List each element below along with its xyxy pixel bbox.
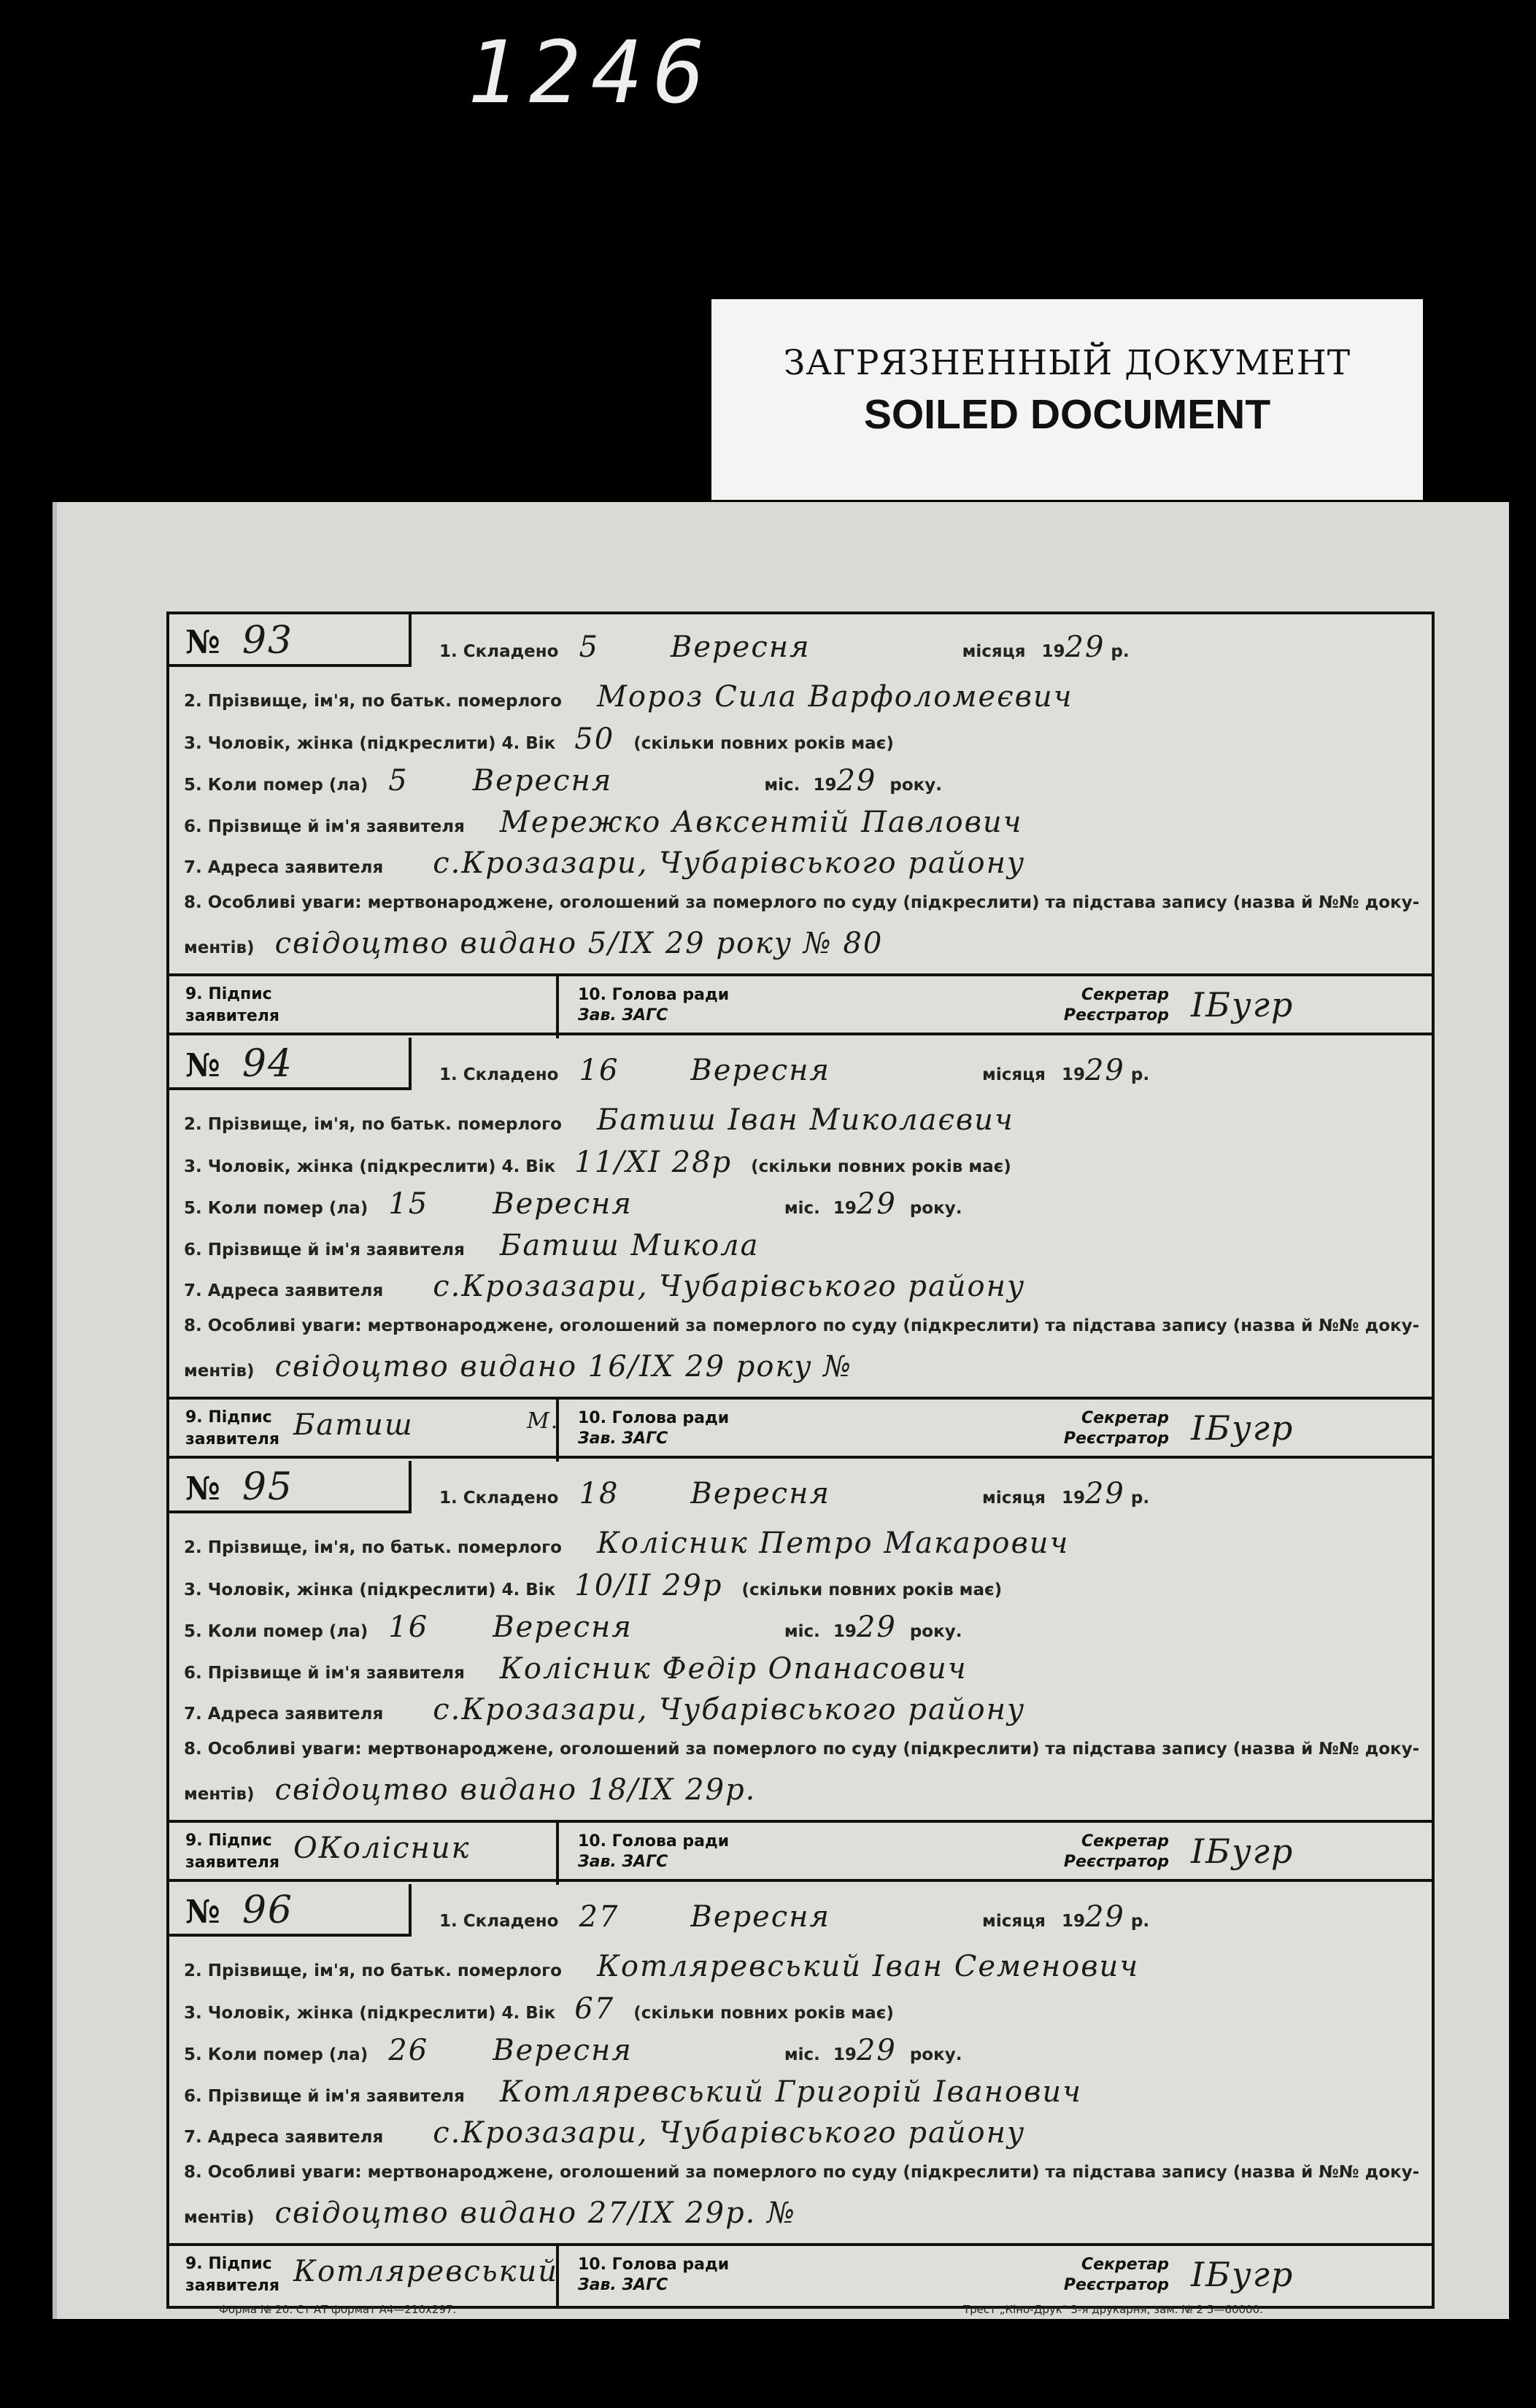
applicant-signature-label: 9. Підпис заявителя: [185, 2255, 280, 2295]
deceased-age: 10/ІІ 29р: [574, 1569, 723, 1602]
death-year: 29: [836, 764, 877, 798]
row-deceased-name: [184, 1527, 1069, 1560]
label-roku: року.: [889, 776, 942, 795]
label-compiled: 1. Складено: [439, 1065, 559, 1084]
label-roku: року.: [909, 1199, 962, 1218]
secretary-signature: ІБугр: [1191, 985, 1294, 1024]
label-mis: міс.: [784, 1199, 820, 1218]
applicant-name: Котляревський Григорій Іванович: [499, 2075, 1083, 2109]
compiled-month: Вересня: [670, 630, 811, 664]
death-month: Вересня: [472, 764, 613, 798]
record-number-box: [169, 1884, 412, 1937]
label-documents: ментів): [184, 938, 255, 957]
label-full-years: (скільки повних років має): [741, 1581, 1003, 1599]
label-month: місяця: [962, 642, 1026, 661]
label-deceased-name: 2. Прізвище, ім'я, по батьк. померлого: [184, 1538, 562, 1557]
signature-divider: [556, 976, 559, 1038]
compiled-year: 29: [1084, 1477, 1125, 1510]
folio-number: 1246: [467, 22, 716, 123]
deceased-name: Котляревський Іван Семенович: [596, 1950, 1140, 1983]
number-sign: №: [185, 1470, 220, 1508]
applicant-address: с.Крозазари, Чубарівського району: [433, 1270, 1026, 1303]
row-notes: [184, 927, 883, 960]
year-prefix: 19: [1061, 1912, 1085, 1931]
head-registrar-label: 10. Голова ради Зав. ЗАГС: [578, 986, 730, 1024]
row-notes-label: [184, 893, 1419, 912]
row-sex-age: [184, 1992, 894, 2026]
applicant-name: Мережко Авксентій Павлович: [499, 806, 1023, 839]
death-day: 26: [388, 2034, 429, 2067]
label-month: місяця: [982, 1912, 1046, 1931]
row-notes: [184, 1350, 852, 1384]
year-prefix: 19: [813, 776, 837, 795]
compiled-year: 29: [1084, 1900, 1125, 1934]
row-address: [184, 2116, 1025, 2150]
label-sex-age: 3. Чоловік, жінка (підкреслити) 4. Вік: [184, 2004, 556, 2023]
applicant-signature-label: 9. Підпис заявителя: [185, 1408, 280, 1448]
applicant-address: с.Крозазари, Чубарівського району: [433, 2116, 1026, 2150]
label-r: р.: [1130, 1489, 1150, 1508]
death-day: 16: [388, 1610, 429, 1644]
compiled-month: Вересня: [690, 1054, 830, 1087]
row-death-date: [184, 1610, 962, 1644]
death-month: Вересня: [493, 2034, 633, 2067]
number-sign: №: [185, 1047, 220, 1084]
head-registrar-label: 10. Голова ради Зав. ЗАГС: [578, 2255, 730, 2294]
record-number-box: [169, 1461, 412, 1513]
label-compiled: 1. Складено: [439, 1489, 559, 1508]
secretary-signature: ІБугр: [1191, 1832, 1294, 1871]
label-deceased-name: 2. Прізвище, ім'я, по батьк. померлого: [184, 692, 562, 711]
label-deceased-name: 2. Прізвище, ім'я, по батьк. померлого: [184, 1115, 562, 1134]
secretary-signature: ІБугр: [1191, 2255, 1294, 2294]
label-full-years: (скільки повних років має): [751, 1157, 1011, 1176]
secretary-signature: ІБугр: [1191, 1408, 1294, 1448]
applicant-name: Колісник Федір Опанасович: [499, 1652, 968, 1686]
label-applicant: 6. Прізвище й ім'я заявителя: [184, 2087, 465, 2106]
secretary-label: Секретар Реєстратор: [1063, 2255, 1169, 2294]
row-applicant: [184, 2075, 1082, 2109]
label-full-years: (скільки повних років має): [633, 734, 894, 753]
row-notes: [184, 2196, 796, 2230]
label-roku: року.: [909, 2045, 962, 2064]
row-address: [184, 846, 1025, 880]
label-r: р.: [1130, 1065, 1150, 1084]
label-documents: ментів): [184, 1785, 255, 1804]
row-deceased-name: [184, 1103, 1014, 1137]
deceased-name: Мороз Сила Варфоломеєвич: [596, 680, 1073, 714]
footer-form-note: Форма № 20. Ст АТ формат А4—210х297.: [219, 2303, 457, 2316]
label-sex-age: 3. Чоловік, жінка (підкреслити) 4. Вік: [184, 734, 556, 753]
record-entry: [169, 1038, 1432, 1459]
label-month: місяця: [982, 1489, 1046, 1508]
label-roku: року.: [909, 1622, 962, 1641]
label-address: 7. Адреса заявителя: [184, 1705, 384, 1724]
compiled-year: 29: [1084, 1054, 1125, 1087]
label-death-date: 5. Коли помер (ла): [184, 1622, 368, 1641]
secretary-label: Секретар Реєстратор: [1063, 1832, 1169, 1871]
signature-row: [169, 973, 1432, 1038]
label-notes: 8. Особливі уваги: мертвонароджене, оголошений за померлого по суду (підкреслити) та підстава запису (назва й №№ доку-: [184, 2163, 1420, 2182]
label-mis: міс.: [764, 776, 800, 795]
deceased-age: 11/ХІ 28р: [574, 1146, 733, 1179]
label-mis: міс.: [784, 2045, 820, 2064]
row-notes-label: [184, 1740, 1419, 1759]
year-prefix: 19: [833, 2045, 857, 2064]
compiled-day: 16: [579, 1054, 620, 1087]
label-month: місяця: [982, 1065, 1046, 1084]
stamp-russian-text: ЗАГРЯЗНЕННЫЙ ДОКУМЕНТ: [783, 343, 1351, 383]
soiled-document-stamp: [711, 299, 1423, 500]
row-applicant: [184, 806, 1023, 839]
label-death-date: 5. Коли помер (ла): [184, 776, 368, 795]
record-entry: [169, 1884, 1432, 2305]
applicant-address: с.Крозазари, Чубарівського району: [433, 1693, 1026, 1726]
notes-text: свідоцтво видано 18/ІХ 29р.: [274, 1773, 757, 1807]
label-applicant: 6. Прізвище й ім'я заявителя: [184, 1664, 465, 1683]
label-r: р.: [1111, 642, 1130, 661]
row-deceased-name: [184, 1950, 1139, 1983]
number-sign: №: [185, 624, 220, 661]
death-month: Вересня: [493, 1187, 633, 1221]
record-number-box: [169, 614, 412, 667]
applicant-signature-label: 9. Підпис заявителя: [185, 1832, 280, 1872]
row-notes-label: [184, 2163, 1419, 2182]
label-deceased-name: 2. Прізвище, ім'я, по батьк. померлого: [184, 1961, 562, 1980]
label-notes: 8. Особливі уваги: мертвонароджене, оголошений за померлого по суду (підкреслити) та підстава запису (назва й №№ доку-: [184, 1316, 1420, 1335]
signature-row: [169, 2243, 1432, 2308]
label-documents: ментів): [184, 2208, 255, 2227]
number-sign: №: [185, 1894, 220, 1931]
head-registrar-label: 10. Голова ради Зав. ЗАГС: [578, 1409, 730, 1448]
label-notes: 8. Особливі уваги: мертвонароджене, оголошений за померлого по суду (підкреслити) та підстава запису (назва й №№ доку-: [184, 1740, 1420, 1759]
label-death-date: 5. Коли помер (ла): [184, 1199, 368, 1218]
row-death-date: [184, 764, 942, 798]
row-death-date: [184, 2034, 962, 2067]
row-death-date: [184, 1187, 962, 1221]
label-applicant: 6. Прізвище й ім'я заявителя: [184, 817, 465, 836]
signature-row: [169, 1820, 1432, 1885]
row-sex-age: [184, 1569, 1002, 1602]
applicant-name: Батиш Микола: [499, 1229, 760, 1262]
label-compiled: 1. Складено: [439, 1912, 559, 1931]
label-compiled: 1. Складено: [439, 642, 559, 661]
label-mis: міс.: [784, 1622, 820, 1641]
row-applicant: [184, 1652, 968, 1686]
compiled-day: 5: [579, 630, 599, 664]
record-number: 93: [242, 619, 293, 663]
label-full-years: (скільки повних років має): [633, 2004, 894, 2023]
row-compiled: [439, 1477, 1149, 1510]
row-notes: [184, 1773, 756, 1807]
applicant-signature: Котляревський: [293, 2255, 559, 2288]
year-prefix: 19: [1061, 1065, 1085, 1084]
stamp-english-text: SOILED DOCUMENT: [863, 391, 1271, 438]
death-registry-form: [166, 611, 1435, 2309]
notes-text: свідоцтво видано 5/ІХ 29 року № 80: [274, 927, 884, 960]
year-prefix: 19: [1061, 1489, 1085, 1508]
compiled-year: 29: [1065, 630, 1105, 664]
row-compiled: [439, 1900, 1149, 1934]
row-compiled: [439, 630, 1130, 664]
label-documents: ментів): [184, 1362, 255, 1381]
year-prefix: 19: [833, 1622, 857, 1641]
applicant-signature: ОКолісник: [293, 1832, 471, 1865]
row-sex-age: [184, 722, 894, 756]
label-address: 7. Адреса заявителя: [184, 858, 384, 877]
death-year: 29: [856, 2034, 897, 2067]
applicant-signature-label: 9. Підпис заявителя: [185, 985, 280, 1025]
death-day: 15: [388, 1187, 429, 1221]
secretary-label: Секретар Реєстратор: [1063, 986, 1169, 1024]
signature-row: [169, 1397, 1432, 1462]
applicant-signature: Батиш: [293, 1408, 414, 1442]
footer-printer-note: Трест „Кіно-Друк" 3-я друкарня, зам. № 2 5—60000.: [963, 2303, 1263, 2316]
compiled-month: Вересня: [690, 1900, 830, 1934]
year-prefix: 19: [1041, 642, 1065, 661]
row-address: [184, 1270, 1025, 1303]
deceased-age: 67: [574, 1992, 615, 2026]
label-address: 7. Адреса заявителя: [184, 1281, 384, 1300]
deceased-age: 50: [574, 722, 615, 756]
record-number-box: [169, 1038, 412, 1090]
record-number: 95: [242, 1465, 293, 1509]
applicant-address: с.Крозазари, Чубарівського району: [433, 846, 1026, 880]
compiled-month: Вересня: [690, 1477, 830, 1510]
row-applicant: [184, 1229, 759, 1262]
head-signature: М.: [527, 1408, 560, 1434]
label-notes: 8. Особливі уваги: мертвонароджене, оголошений за померлого по суду (підкреслити) та підстава запису (назва й №№ доку-: [184, 893, 1420, 912]
label-address: 7. Адреса заявителя: [184, 2128, 384, 2147]
label-sex-age: 3. Чоловік, жінка (підкреслити) 4. Вік: [184, 1157, 556, 1176]
compiled-day: 18: [579, 1477, 620, 1510]
death-year: 29: [856, 1610, 897, 1644]
label-sex-age: 3. Чоловік, жінка (підкреслити) 4. Вік: [184, 1581, 556, 1599]
row-notes-label: [184, 1316, 1419, 1335]
deceased-name: Батиш Іван Миколаєвич: [596, 1103, 1014, 1137]
record-number: 94: [242, 1042, 293, 1086]
deceased-name: Колісник Петро Макарович: [596, 1527, 1070, 1560]
label-r: р.: [1130, 1912, 1150, 1931]
death-day: 5: [388, 764, 409, 798]
year-prefix: 19: [833, 1199, 857, 1218]
head-registrar-label: 10. Голова ради Зав. ЗАГС: [578, 1832, 730, 1871]
row-compiled: [439, 1054, 1149, 1087]
row-deceased-name: [184, 680, 1073, 714]
row-address: [184, 1693, 1025, 1726]
record-entry: [169, 614, 1432, 1035]
notes-text: свідоцтво видано 27/ІХ 29р. №: [274, 2196, 796, 2230]
record-number: 96: [242, 1888, 293, 1932]
label-death-date: 5. Коли помер (ла): [184, 2045, 368, 2064]
record-entry: [169, 1461, 1432, 1882]
signature-divider: [556, 1823, 559, 1885]
secretary-label: Секретар Реєстратор: [1063, 1409, 1169, 1448]
row-sex-age: [184, 1146, 1011, 1179]
label-applicant: 6. Прізвище й ім'я заявителя: [184, 1240, 465, 1259]
death-year: 29: [856, 1187, 897, 1221]
signature-divider: [556, 2246, 559, 2308]
death-month: Вересня: [493, 1610, 633, 1644]
compiled-day: 27: [579, 1900, 620, 1934]
notes-text: свідоцтво видано 16/ІХ 29 року №: [274, 1350, 853, 1384]
